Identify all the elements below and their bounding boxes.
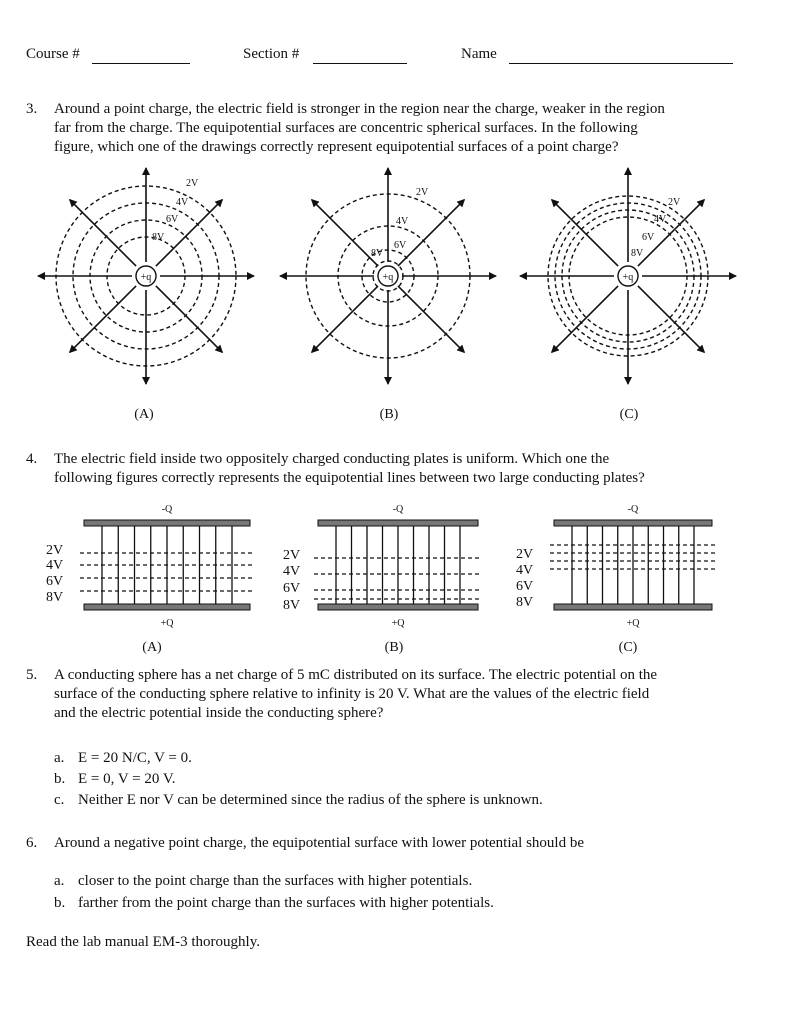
plate-label-positive: +Q [391,618,405,629]
field-line [312,286,378,352]
voltage-label: 8V [371,248,384,259]
course-label: Course # [26,46,80,62]
positive-plate [554,604,712,610]
panel-label: (B) [384,640,404,655]
voltage-label: 2V [46,543,64,558]
question-text-line: figure, which one of the drawings correctly represent equipotential surfaces of a point charge? [54,139,619,155]
plate-label-negative: -Q [627,504,639,515]
voltage-label: 6V [283,581,301,596]
voltage-label: 4V [46,558,64,573]
voltage-label: 8V [631,248,644,259]
question-text-line: Around a negative point charge, the equipotential surface with lower potential should be [54,835,584,851]
voltage-label: 4V [283,564,301,579]
option-text: farther from the point charge than the surfaces with higher potentials. [78,895,494,911]
voltage-label: 6V [516,579,534,594]
field-line [398,286,464,352]
voltage-label: 2V [186,178,199,189]
voltage-label: 8V [283,598,301,613]
option-letter: a. [54,750,65,766]
question-text-line: A conducting sphere has a net charge of 5 mC distributed on its surface. The electric potential on the [54,667,658,683]
option-letter: a. [54,873,65,889]
voltage-label: 6V [642,232,655,243]
plate-label-positive: +Q [626,618,640,629]
field-line [638,286,704,352]
voltage-label: 4V [654,214,667,225]
voltage-label: 8V [516,595,534,610]
voltage-label: 2V [283,548,301,563]
option-letter: c. [54,792,65,808]
voltage-label: 6V [394,240,407,251]
question-number: 6. [26,835,38,851]
voltage-label: 2V [516,547,534,562]
field-line [70,286,136,352]
voltage-label: 4V [396,216,409,227]
question-text-line: far from the charge. The equipotential surfaces are concentric spherical surfaces. In the following [54,120,638,136]
voltage-label: 4V [516,563,534,578]
question-text-line: and the electric potential inside the conducting sphere? [54,705,384,721]
field-line [312,200,378,266]
charge-label: +q [622,272,634,283]
question-text-line: following figures correctly represents the equipotential lines between two large conducting plates? [54,470,645,486]
option-text: Neither E nor V can be determined since the radius of the sphere is unknown. [78,792,543,808]
field-line [156,286,222,352]
question-text-line: surface of the conducting sphere relative to infinity is 20 V. What are the values of the electric field [54,686,650,702]
footer-note: Read the lab manual EM-3 thoroughly. [26,934,260,950]
positive-plate [84,604,250,610]
option-letter: b. [54,771,66,787]
field-line [156,200,222,266]
panel-label: (A) [134,407,154,422]
field-line [70,200,136,266]
negative-plate [318,520,478,526]
option-letter: b. [54,895,66,911]
negative-plate [84,520,250,526]
option-text: E = 0, V = 20 V. [78,771,176,787]
field-line [398,200,464,266]
field-line [552,200,618,266]
plate-label-negative: -Q [392,504,404,515]
charge-label: +q [382,272,394,283]
negative-plate [554,520,712,526]
plate-label-positive: +Q [160,618,174,629]
voltage-label: 8V [46,590,64,605]
panel-label: (C) [618,640,638,655]
question-number: 5. [26,667,38,683]
voltage-label: 6V [166,214,179,225]
voltage-label: 8V [152,232,165,243]
question-number: 4. [26,451,38,467]
plate-label-negative: -Q [161,504,173,515]
voltage-label: 4V [176,197,189,208]
panel-label: (A) [142,640,162,655]
charge-label: +q [140,272,152,283]
question-text-line: The electric field inside two oppositely charged conducting plates is uniform. Which one the [54,451,610,467]
name-label: Name [461,46,497,62]
option-text: closer to the point charge than the surfaces with higher potentials. [78,873,473,889]
panel-label: (C) [619,407,639,422]
question-text-line: Around a point charge, the electric field is stronger in the region near the charge, weaker in the region [54,101,665,117]
voltage-label: 2V [416,187,429,198]
option-text: E = 20 N/C, V = 0. [78,750,192,766]
field-line [552,286,618,352]
question-number: 3. [26,101,38,117]
positive-plate [318,604,478,610]
voltage-label: 6V [46,574,64,589]
panel-label: (B) [379,407,399,422]
section-label: Section # [243,46,300,62]
voltage-label: 2V [668,197,681,208]
